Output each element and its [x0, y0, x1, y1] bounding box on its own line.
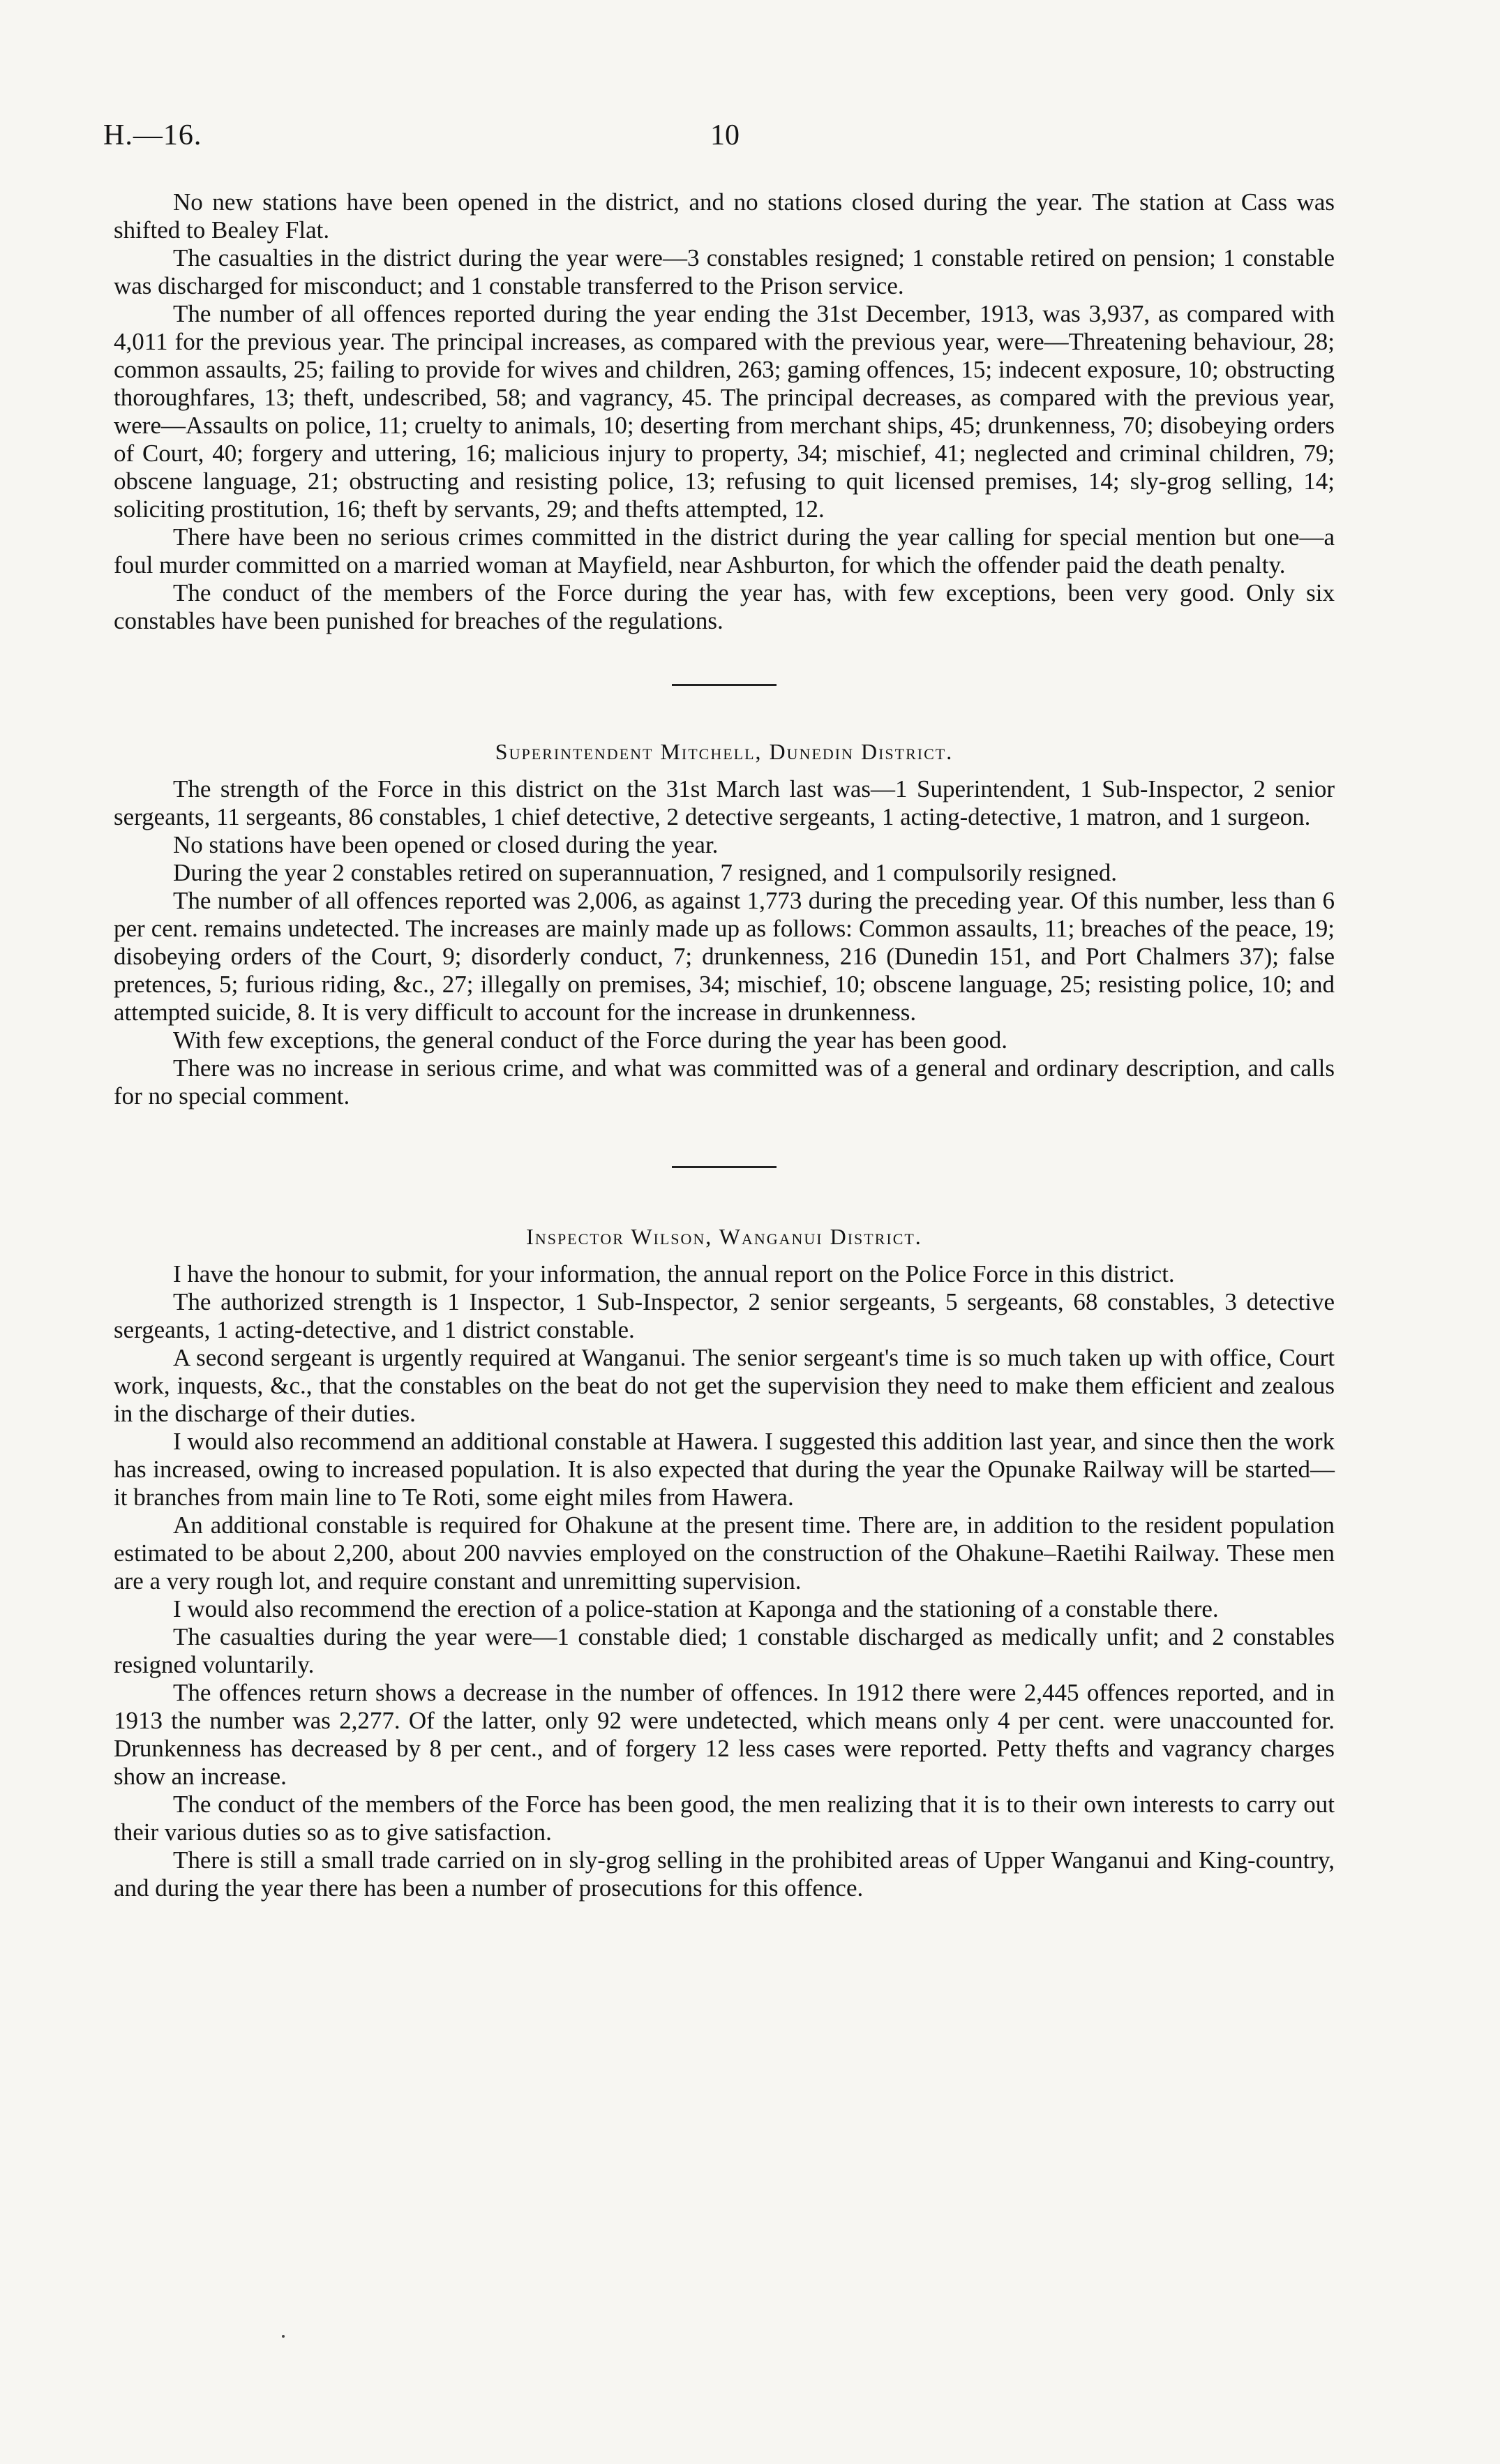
- page-number: 10: [710, 119, 740, 151]
- section-divider: [672, 684, 777, 686]
- section-divider: [672, 1166, 777, 1168]
- print-speck: [282, 2335, 285, 2338]
- paragraph: The authorized strength is 1 Inspector, 1 Sub-Inspector, 2 senior sergeants, 5 sergeants, 68 constables, 3 detective sergeants, 1 acting-detective, and 1 district constable.: [114, 1288, 1335, 1343]
- paragraph: An additional constable is required for Ohakune at the present time. There are, in addition to the resident population estimated to be about 2,200, about 200 navvies employed on the construction of the Ohakune–Raetihi Railway. These men are a very rough lot, and require constant and unremitting supervision.: [114, 1511, 1335, 1595]
- paragraph: The strength of the Force in this district on the 31st March last was—1 Superintendent, 1 Sub-Inspector, 2 senior sergeants, 11 sergeants, 86 constables, 1 chief detective, 2 detective sergeants, 1 acting-detective, 1 matron, and 1 surgeon.: [114, 775, 1335, 830]
- paragraph: I would also recommend the erection of a police-station at Kaponga and the stationing of a constable there.: [173, 1595, 1219, 1622]
- paragraph: The offences return shows a decrease in the number of offences. In 1912 there were 2,445 offences reported, and in 1913 the number was 2,277. Of the latter, only 92 were undetected, which means only 4 per cent. were unaccounted for. Drunkenness has decreased by 8 per cent., and of forgery 12 less cases were reported. Petty thefts and vagrancy charges show an increase.: [114, 1679, 1335, 1790]
- paragraph: The conduct of the members of the Force during the year has, with few exceptions, been very good. Only six constables have been punished for breaches of the regulations.: [114, 579, 1335, 634]
- document-reference: H.—16.: [103, 119, 202, 151]
- section-previous-district: [114, 188, 1335, 635]
- paragraph: There is still a small trade carried on in sly-grog selling in the prohibited areas of Upper Wanganui and King-country, and during the year there has been a number of prosecutions for this offence.: [114, 1846, 1335, 1902]
- paragraph: There have been no serious crimes committed in the district during the year calling for special mention but one—a foul murder committed on a married woman at Mayfield, near Ashburton, for which the offender paid the death penalty.: [114, 523, 1335, 578]
- section-dunedin-district: [114, 738, 1335, 1110]
- paragraph: The casualties during the year were—1 constable died; 1 constable discharged as medically unfit; and 2 constables resigned voluntarily.: [114, 1623, 1335, 1678]
- paragraph: I have the honour to submit, for your information, the annual report on the Police Force in this district.: [173, 1260, 1175, 1287]
- paragraph: No new stations have been opened in the district, and no stations closed during the year. The station at Cass was shifted to Bealey Flat.: [114, 188, 1335, 244]
- paragraph: The conduct of the members of the Force has been good, the men realizing that it is to their own interests to carry out their various duties so as to give satisfaction.: [114, 1791, 1335, 1846]
- paragraph: No stations have been opened or closed during the year.: [173, 831, 719, 858]
- section-heading: Inspector Wilson, Wanganui District.: [526, 1224, 922, 1249]
- section-heading: Superintendent Mitchell, Dunedin District.: [495, 739, 954, 764]
- paragraph: The number of all offences reported was 2,006, as against 1,773 during the preceding year. Of this number, less than 6 per cent. remains undetected. The increases are mainly made up as follows: Common assaults, 11; breaches of the peace, 19; disobeying orders of the Court, 9; disorderly conduct, 7; drunkenness, 216 (Dunedin 151, and Port Chalmers 37); false pretences, 5; furious riding, &c., 27; illegally on premises, 34; mischief, 10; obscene language, 25; resisting police, 10; and attempted suicide, 8. It is very difficult to account for the increase in drunkenness.: [114, 887, 1335, 1026]
- paragraph: A second sergeant is urgently required at Wanganui. The senior sergeant's time is so much taken up with office, Court work, inquests, &c., that the constables on the beat do not get the supervision they need to make them efficient and zealous in the discharge of their duties.: [114, 1344, 1335, 1427]
- paragraph: The casualties in the district during the year were—3 constables resigned; 1 constable retired on pension; 1 constable was discharged for misconduct; and 1 constable transferred to the Prison service.: [114, 244, 1335, 299]
- page-body: [114, 188, 1335, 1902]
- page-header: [103, 119, 1338, 160]
- section-wanganui-district: [114, 1223, 1335, 1902]
- paragraph: The number of all offences reported during the year ending the 31st December, 1913, was 3,937, as compared with 4,011 for the previous year. The principal increases, as compared with the previous year, were—Threatening behaviour, 28; common assaults, 25; failing to provide for wives and children, 263; gaming offences, 15; indecent exposure, 10; obstructing thoroughfares, 13; theft, undescribed, 58; and vagrancy, 45. The principal decreases, as compared with the previous year, were—Assaults on police, 11; cruelty to animals, 10; deserting from merchant ships, 45; drunkenness, 70; disobeying orders of Court, 40; forgery and uttering, 16; malicious injury to property, 34; mischief, 41; neglected and criminal children, 79; obscene language, 21; obstructing and resisting police, 13; refusing to quit licensed premises, 14; sly-grog selling, 14; soliciting prostitution, 16; theft by servants, 29; and thefts attempted, 12.: [114, 300, 1335, 523]
- paragraph: There was no increase in serious crime, and what was committed was of a general and ordinary description, and calls for no special comment.: [114, 1054, 1335, 1110]
- paragraph: I would also recommend an additional constable at Hawera. I suggested this addition last year, and since then the work has increased, owing to increased population. It is also expected that during the year the Opunake Railway will be started—it branches from main line to Te Roti, some eight miles from Hawera.: [114, 1428, 1335, 1511]
- paragraph: With few exceptions, the general conduct of the Force during the year has been good.: [173, 1026, 1007, 1054]
- paragraph: During the year 2 constables retired on superannuation, 7 resigned, and 1 compulsorily resigned.: [173, 859, 1117, 886]
